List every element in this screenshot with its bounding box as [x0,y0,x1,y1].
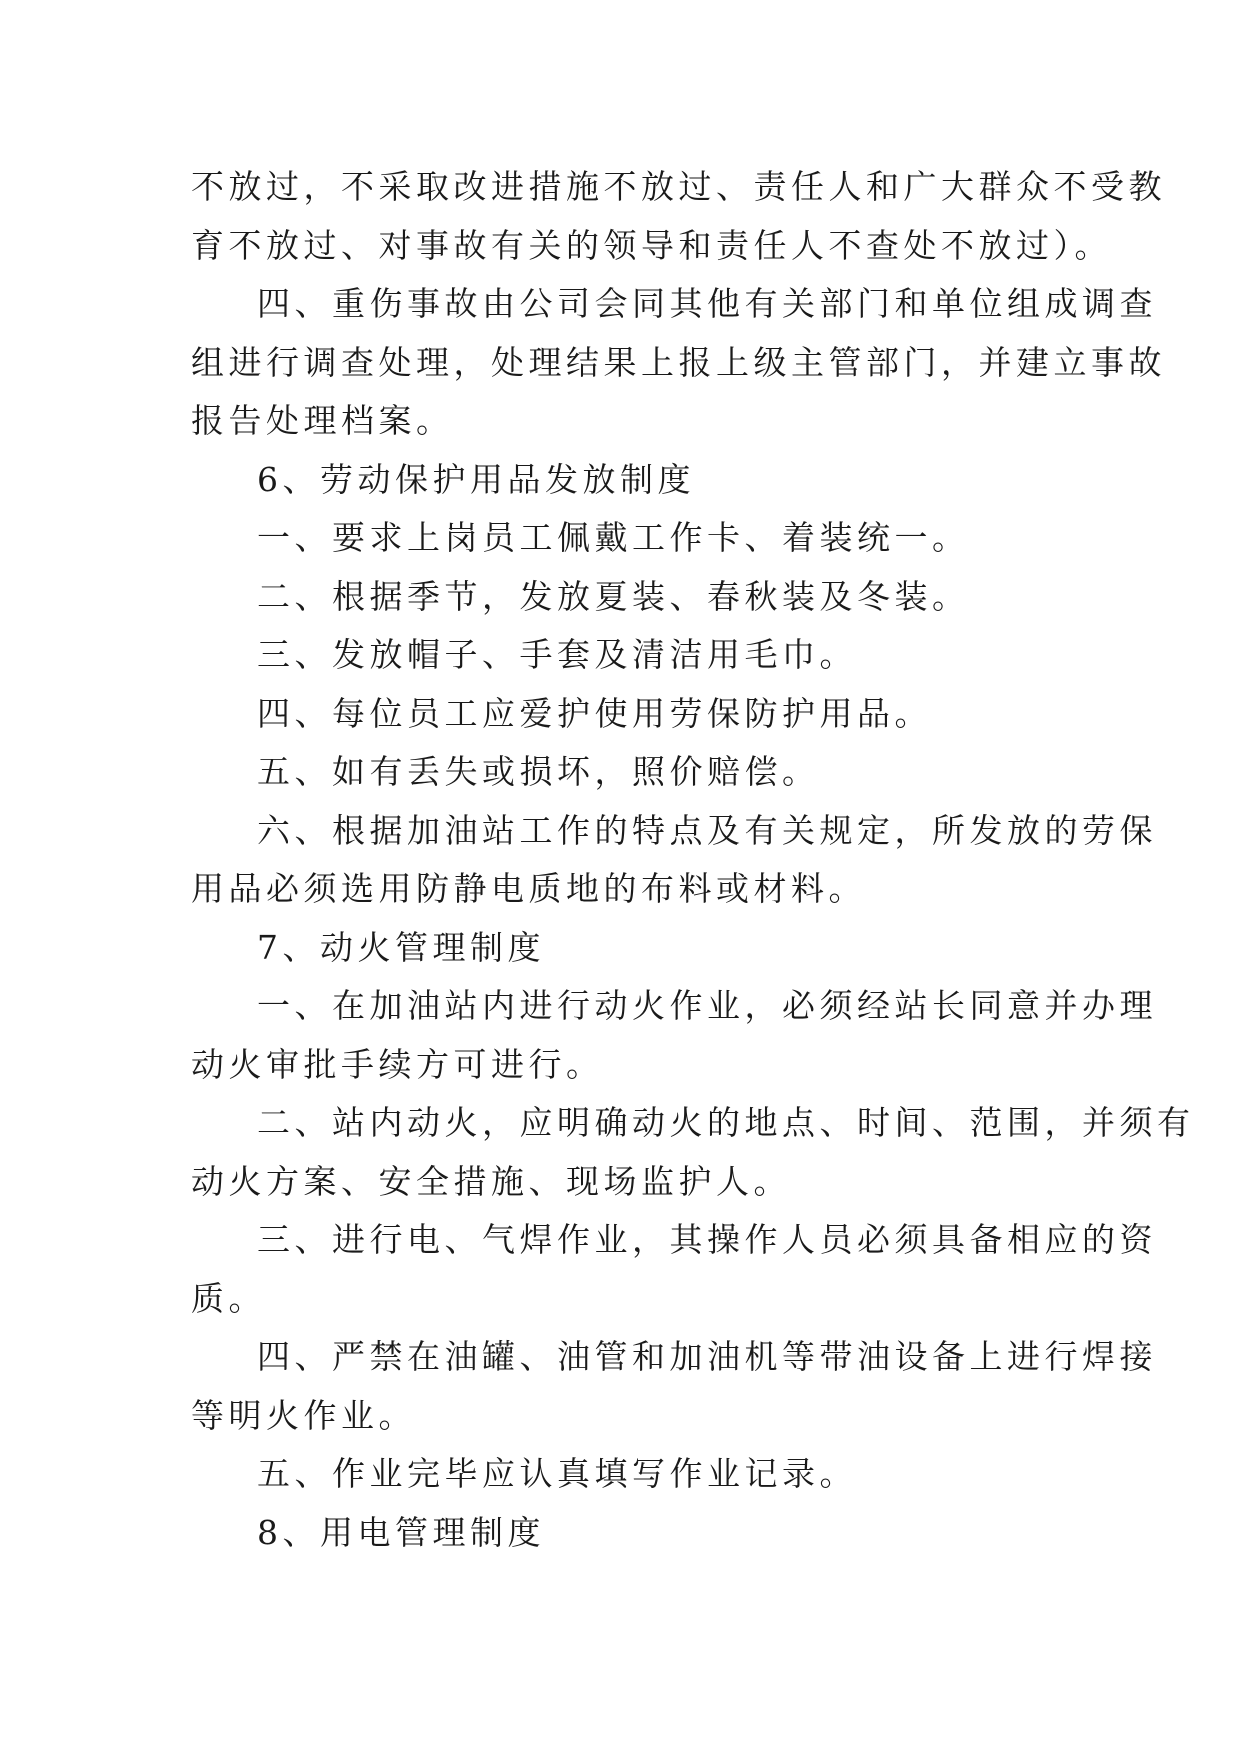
text-line: 三、发放帽子、手套及清洁用毛巾。 [257,635,857,674]
text-line: 动火审批手续方可进行。 [191,1044,604,1084]
text-line: 五、如有丢失或损坏，照价赔偿。 [257,752,820,791]
text-line: 动火方案、安全措施、现场监护人。 [191,1161,791,1201]
text-line: 一、在加油站内进行动火作业，必须经站长同意并办理 [257,986,1157,1025]
text-line: 四、每位员工应爱护使用劳保防护用品。 [257,693,932,733]
section-heading: 8、用电管理制度 [257,1512,545,1552]
text-line: 育不放过、对事故有关的领导和责任人不查处不放过）。 [191,225,1112,265]
text-line: 质。 [191,1278,266,1318]
text-line: 不放过，不采取改进措施不放过、责任人和广大群众不受教 [191,167,1166,206]
text-line: 六、根据加油站工作的特点及有关规定，所发放的劳保 [257,810,1157,850]
text-line: 二、根据季节，发放夏装、春秋装及冬装。 [257,576,970,616]
text-line: 四、严禁在油罐、油管和加油机等带油设备上进行焊接 [257,1337,1157,1376]
text-line: 一、要求上岗员工佩戴工作卡、着装统一。 [257,518,970,557]
text-line: 二、站内动火，应明确动火的地点、时间、范围，并须有 [257,1103,1195,1142]
text-line: 五、作业完毕应认真填写作业记录。 [257,1454,857,1493]
text-line: 报告处理档案。 [191,401,454,440]
section-heading: 6、劳动保护用品发放制度 [257,459,695,499]
text-line: 四、重伤事故由公司会同其他有关部门和单位组成调查 [257,284,1157,323]
text-line: 用品必须选用防静电质地的布料或材料。 [191,869,866,908]
document-body [191,158,1195,1562]
text-line: 组进行调查处理，处理结果上报上级主管部门，并建立事故 [191,342,1166,382]
section-heading: 7、动火管理制度 [257,927,545,967]
text-line: 三、进行电、气焊作业，其操作人员必须具备相应的资 [257,1220,1157,1259]
text-line: 等明火作业。 [191,1395,416,1435]
